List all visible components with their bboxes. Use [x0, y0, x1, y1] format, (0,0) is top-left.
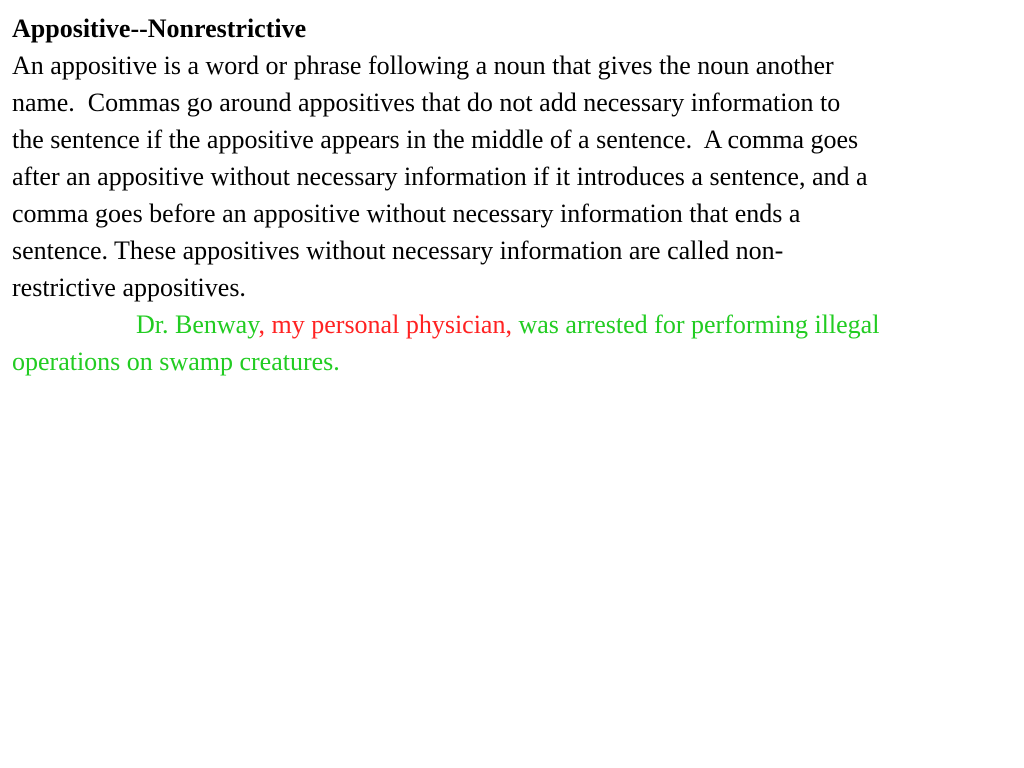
body-line-7: restrictive appositives. — [12, 273, 246, 302]
body-line-3: the sentence if the appositive appears in the middle of a sentence. A comma goes — [12, 125, 859, 154]
body-line-1: An appositive is a word or phrase following a noun that gives the noun another — [12, 51, 834, 80]
example-predicate-continued: operations on swamp creatures. — [12, 347, 340, 376]
example-sentence-line-1 — [12, 306, 1024, 343]
example-predicate: was arrested for performing illegal — [511, 310, 880, 339]
slide-title: Appositive--Nonrestrictive — [12, 14, 307, 43]
example-appositive: , my personal physician, — [258, 310, 512, 339]
example-subject: Dr. Benway — [136, 310, 259, 339]
body-line-5: comma goes before an appositive without necessary information that ends a — [12, 199, 801, 228]
body-line-6: sentence. These appositives without necessary information are called non- — [12, 236, 784, 265]
body-line-4: after an appositive without necessary information if it introduces a sentence, and a — [12, 162, 868, 191]
example-sentence-line-2 — [12, 343, 1024, 380]
body-line-2: name. Commas go around appositives that do not add necessary information to — [12, 88, 841, 117]
